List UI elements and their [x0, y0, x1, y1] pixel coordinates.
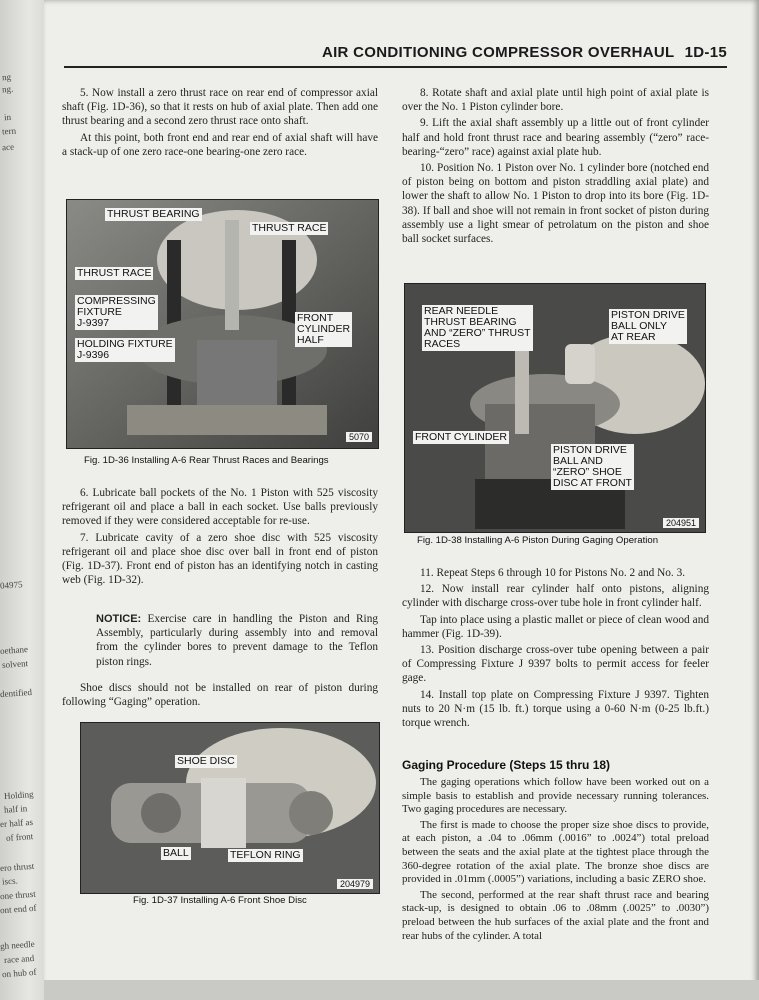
left-page-fragment: ont end of: [0, 902, 37, 916]
left-page-fragment: Holding: [3, 788, 34, 802]
left-page-fragment: ero thrust: [0, 860, 35, 874]
left-page-fragment: tern: [1, 125, 17, 137]
left-page-fragment: in: [3, 111, 12, 123]
left-page-fragment: solvent: [1, 658, 29, 670]
figure-art-number: 204979: [337, 879, 373, 889]
gaging-para-3: The second, performed at the rear shaft thrust race and bearing stack-up, is designed to obtain .06 to .08mm (.0025” to .0030”) preload between the hub surfaces of the axial plate and the front and rear hubs of the cylinder. A total: [402, 888, 709, 942]
label-front-cylinder-half: FRONT CYLINDER HALF: [297, 312, 351, 346]
figure-1d-37-photo: [80, 722, 380, 894]
gaging-text: [402, 776, 709, 945]
piston-photo: [81, 723, 379, 893]
gaging-para-2: The first is made to choose the proper size shoe discs to provide, at each piston, a .04 to .06mm (.0016” to .0024”) total preload between the seats and the axial plate at the tightest place through the 360-degree rotation of the axial plate. The bronze shoe discs are provided in .01mm (.0005”) variations, including a basic ZERO shoe.: [402, 818, 709, 886]
label-piston-drive-front: PISTON DRIVE BALL AND “ZERO” SHOE DISC AT FRONT: [553, 444, 632, 489]
label-rear-needle-bearing: REAR NEEDLE THRUST BEARING AND “ZERO” THRUST RACES: [424, 305, 531, 350]
left-page-fragment: 04975: [0, 579, 23, 591]
figure-1d-38-photo: [404, 283, 706, 533]
figure-1d-38-caption: Fig. 1D-38 Installing A-6 Piston During Gaging Operation: [417, 535, 659, 546]
left-column-middle: [62, 486, 378, 589]
figure-1d-37-caption: Fig. 1D-37 Installing A-6 Front Shoe Disc: [133, 895, 307, 906]
label-teflon-ring: TEFLON RING: [230, 849, 301, 861]
step-13: 13. Position discharge cross-over tube opening between a pair of Compressing Fixture J 9397 bolts to permit access for feeler gage.: [402, 644, 709, 685]
left-page-fragment: iscs.: [1, 875, 19, 887]
notice-label: NOTICE:: [96, 613, 142, 625]
page-number: 1D-15: [684, 44, 727, 61]
label-piston-drive-rear: PISTON DRIVE BALL ONLY AT REAR: [611, 309, 685, 343]
label-ball: BALL: [163, 847, 189, 859]
label-front-cylinder: FRONT CYLINDER: [415, 431, 507, 443]
step-5: 5. Now install a zero thrust race on rear end of compressor axial shaft (Fig. 1D-36), so that it rests on hub of axial plate. Then add one thrust bearing and a second zero thrust race onto shaft.: [62, 87, 378, 128]
left-page-fragment: ng: [1, 71, 12, 83]
left-page-fragment: gh needle: [0, 938, 36, 952]
step-12: 12. Now install rear cylinder half onto pistons, aligning cylinder with discharge cross-over tube hole in front cylinder half.: [402, 583, 709, 610]
figure-1d-36-photo: [66, 199, 379, 449]
gaging-procedure-heading: Gaging Procedure (Steps 15 thru 18): [402, 758, 611, 772]
step-10: 10. Position No. 1 Piston over No. 1 cylinder bore (notched end of piston being on bottom and piston straddling axial plate) and lower the shaft to allow No. 1 Piston to drop into its bore (Fig. 1D-38). If ball and shoe will not remain in front socket of piston during assembly use a light smear of petrolatum on the piston and shoe ball socket surfaces.: [402, 162, 709, 246]
right-column-top: [402, 86, 709, 248]
left-page-fragment: dentified: [0, 686, 33, 700]
left-page-fragment: ng.: [1, 83, 14, 95]
figure-1d-36-caption: Fig. 1D-36 Installing A-6 Rear Thrust Races and Bearings: [84, 455, 329, 466]
step-7: 7. Lubricate cavity of a zero shoe disc with 525 viscosity refrigerant oil and place shoe disc over ball in front end of piston (Fig. 1D-37). Front end of piston has an identifying notch in casting web (Fig. 1D-32).: [62, 531, 378, 587]
step-9: 9. Lift the axial shaft assembly up a little out of front cylinder half and hold front thrust race and bearing assembly (“zero” race-bearing-“zero” race) against axial plate hub.: [402, 117, 709, 158]
label-thrust-race-top: THRUST RACE: [252, 222, 327, 234]
header-title: AIR CONDITIONING COMPRESSOR OVERHAUL: [321, 44, 675, 61]
left-page-fragment: ace: [1, 141, 15, 153]
stackup-note: At this point, both front end and rear end of axial shaft will have a stack-up of one zero race-one bearing-one zero race.: [62, 131, 378, 158]
left-page-fragment: race and: [3, 952, 35, 966]
left-column-top: [62, 86, 378, 161]
page-bottom-edge: [44, 980, 759, 1000]
label-thrust-race: THRUST RACE: [77, 267, 152, 279]
step-14: 14. Install top plate on Compressing Fixture J 9397. Tighten nuts to 20 N·m (15 lb. ft.) torque using a 0-60 N·m (0-25 lb.ft.) torque wrench.: [402, 688, 709, 730]
figure-art-number: 5070: [346, 432, 372, 442]
step-12-tap: Tap into place using a plastic mallet or piece of clean wood and hammer (Fig. 1D-39).: [402, 613, 709, 640]
left-page-fragment: half in: [3, 803, 28, 815]
notice-block: [96, 612, 378, 671]
step-11: 11. Repeat Steps 6 through 10 for Pistons No. 2 and No. 3.: [420, 567, 686, 579]
figure-art-number: 204951: [663, 518, 699, 528]
header-rule: [64, 66, 727, 68]
gaging-para-1: The gaging operations which follow have been worked out on a simple basis to establish and provide necessary running tolerances. Two gaging procedures are necessary.: [402, 776, 709, 816]
left-page-fragment: one thrust: [0, 888, 37, 902]
left-page-fragment: er half as: [0, 816, 34, 830]
shoe-disc-text: Shoe discs should not be installed on rear of piston during following “Gaging” operation.: [62, 682, 378, 709]
notice-text: Exercise care in handling the Piston and Ring Assembly, particularly during assembly into and removal from the cylinder bores to prevent damage to the Teflon piston rings.: [96, 613, 378, 668]
right-column-steps: [402, 566, 709, 732]
label-shoe-disc: SHOE DISC: [177, 755, 235, 767]
label-holding-fixture: HOLDING FIXTURE J-9396: [77, 338, 173, 361]
step-6: 6. Lubricate ball pockets of the No. 1 Piston with 525 viscosity refrigerant oil and place a ball in each socket. Use balls previously removed if they were considered acceptable for re-use.: [62, 487, 378, 528]
left-page-fragment: of front: [5, 831, 34, 843]
label-compressing-fixture: COMPRESSING FIXTURE J-9397: [77, 295, 156, 329]
running-header: [322, 44, 727, 61]
label-thrust-bearing: THRUST BEARING: [107, 208, 200, 220]
left-page-fragment: oethane: [0, 644, 29, 656]
adjacent-left-page: [0, 0, 48, 1000]
step-8: 8. Rotate shaft and axial plate until high point of axial plate is over the No. 1 Piston cylinder bore.: [402, 87, 709, 114]
shoe-disc-note: [62, 681, 378, 711]
left-page-fragment: on hub of: [1, 966, 37, 980]
